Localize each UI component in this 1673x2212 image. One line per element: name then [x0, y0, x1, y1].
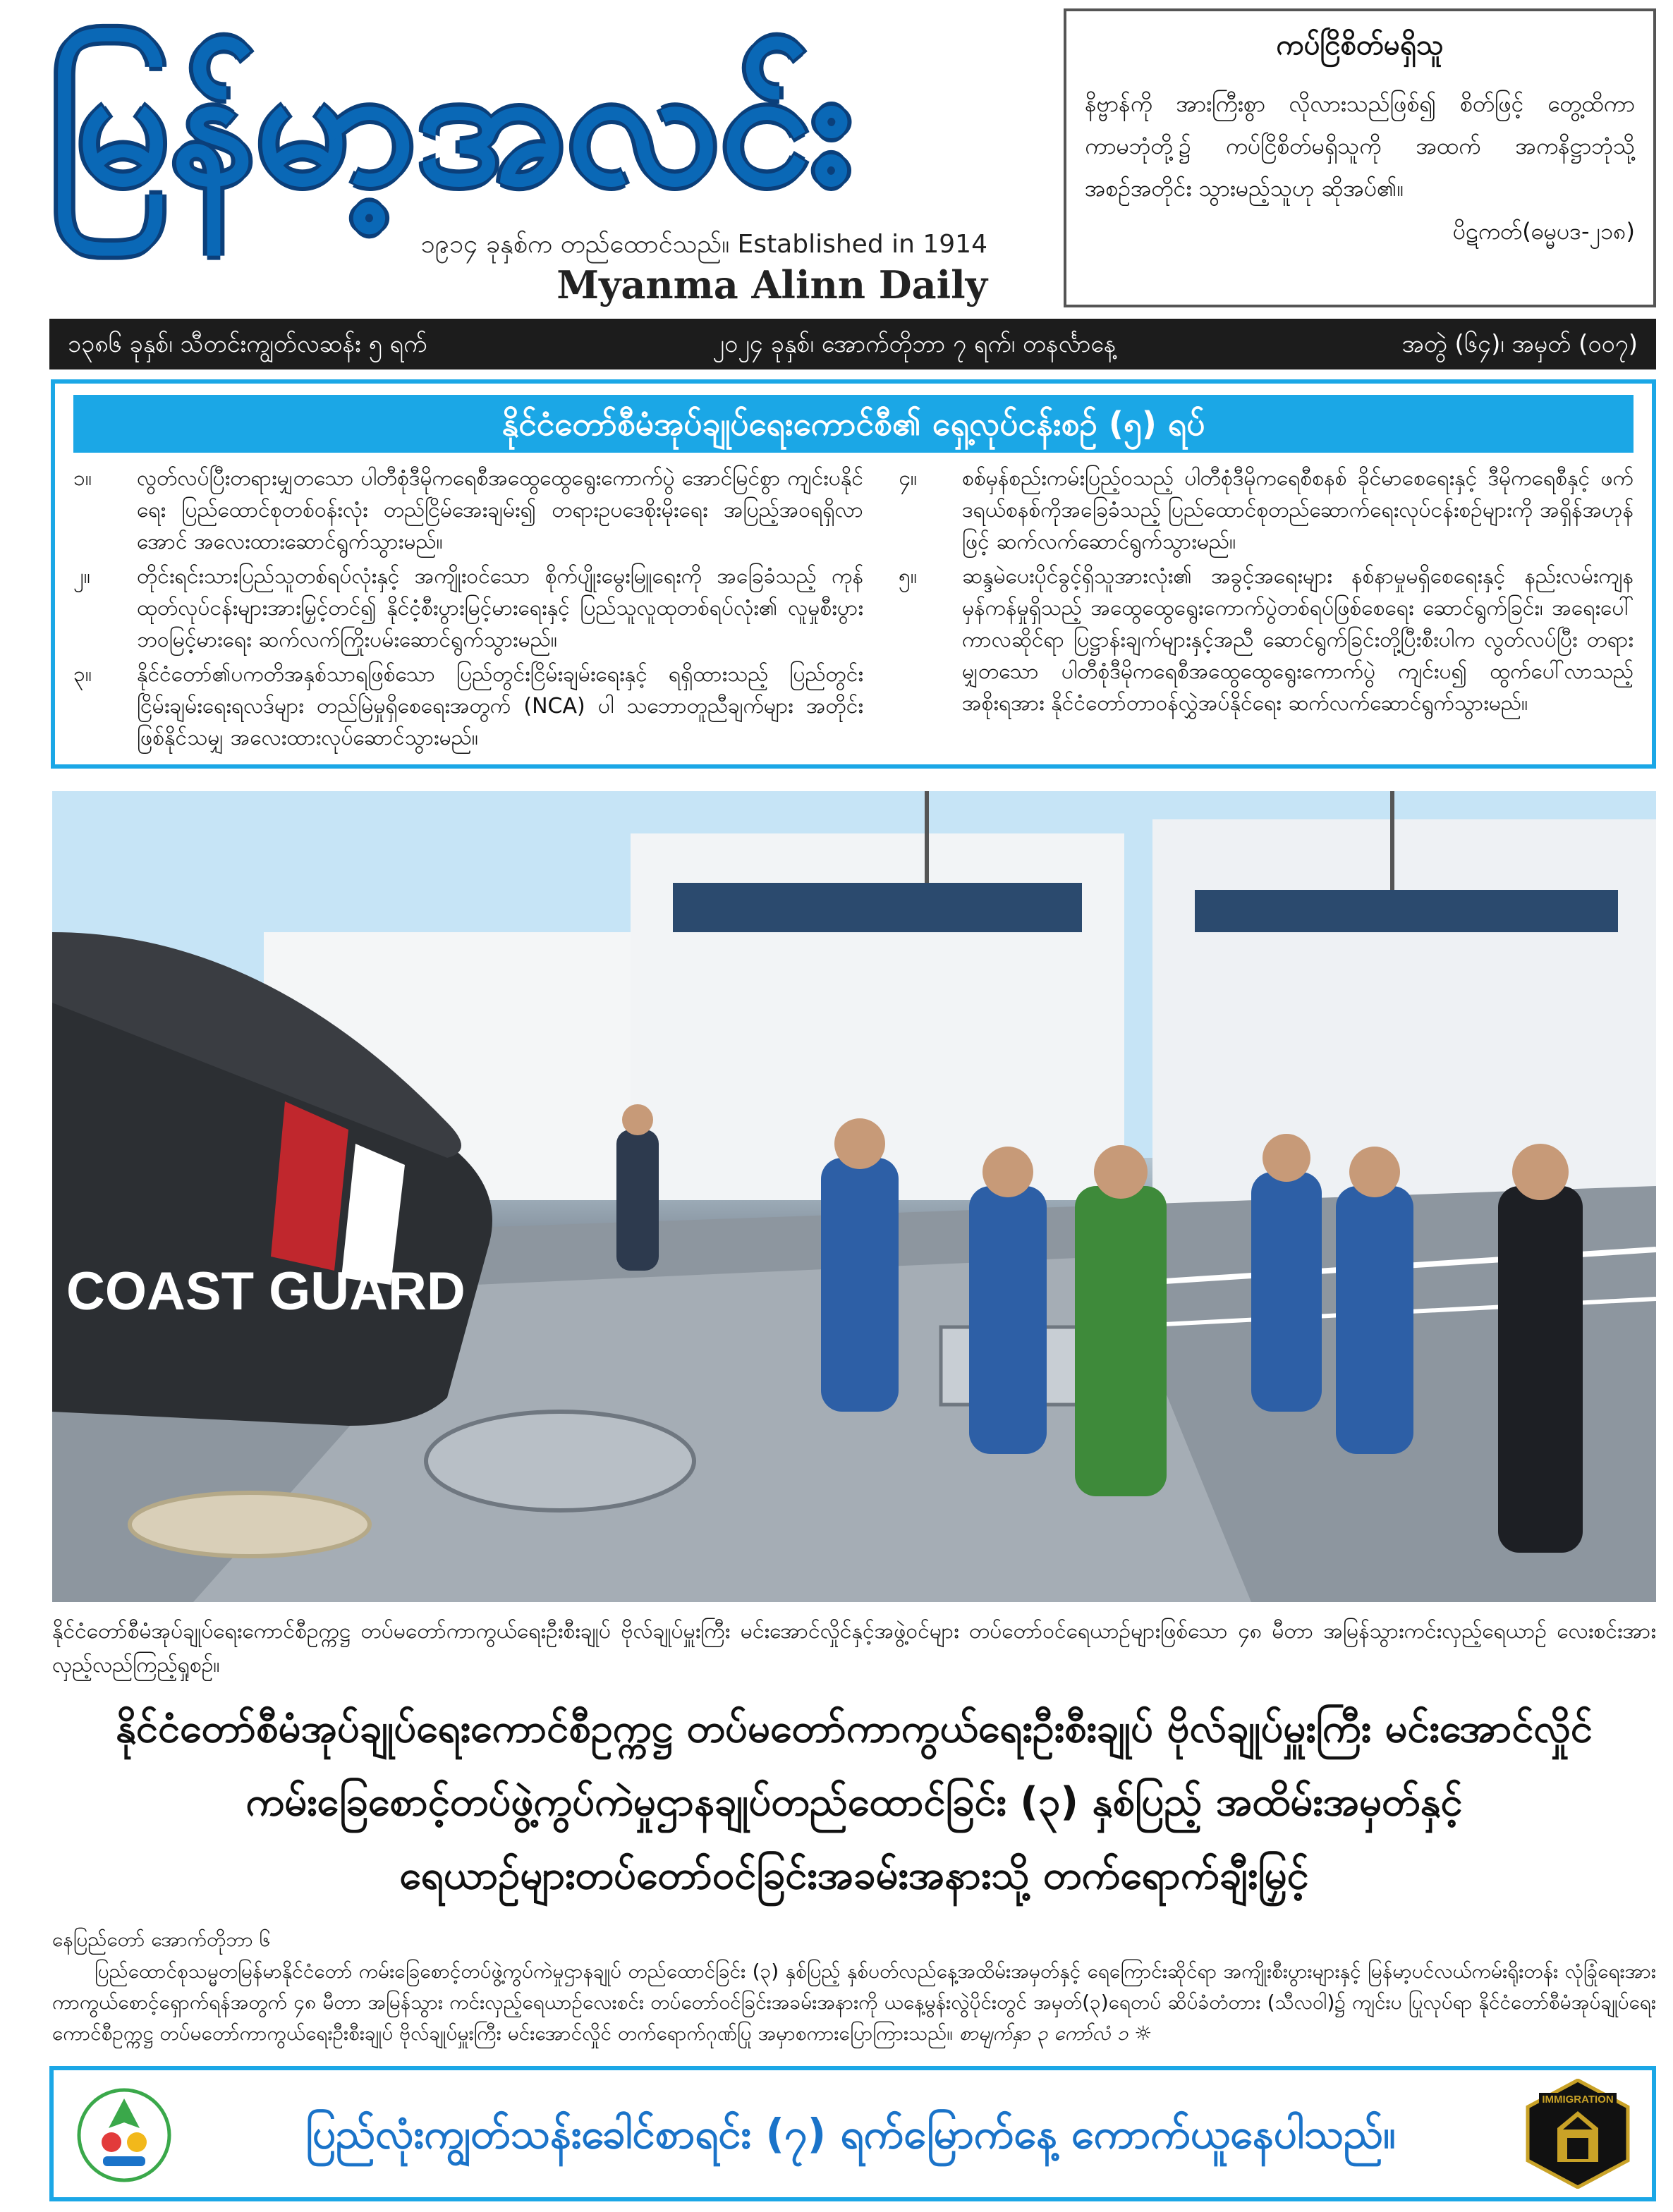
bridge-windows-right: [1195, 890, 1618, 932]
immigration-emblem-icon: [1525, 2079, 1631, 2189]
boat-label: COAST GUARD: [66, 1261, 466, 1321]
established-line: ၁၉၁၄ ခုနှစ်က တည်ထောင်သည်။ Established in 1914: [420, 230, 987, 259]
objective-item: [73, 463, 863, 558]
quote-text: နိဗ္ဗာန်ကို အားကြီးစွာ လိုလားသည်ဖြစ်၍ စိတ်ဖြင့် တွေ့ထိကာ ကာမဘုံတို့၌ ကပ်ငြိစိတ်မရှိသူကို အထက် အကနိဋ္ဌာဘုံသို့ အစဉ်အတိုင်း သွားမည့်သူဟု ဆိုအပ်၏။: [1085, 90, 1635, 202]
objectives-column-right: [899, 463, 1634, 722]
body-dateline: နေပြည်တော် အောက်တိုဘာ ၆: [52, 1928, 271, 1951]
objective-text: နိုင်ငံတော်၏ပကတိအနှစ်သာရဖြစ်သော ပြည်တွင်းငြိမ်းချမ်းရေးနှင့် ရရှိထားသည့် ပြည်တွင်း ငြိမ်းချမ်းရေးရလဒ်များ တည်မြဲမှုရှိစေရေးအတွက် (NCA) ပါ သဘောတူညီချက်များ အတိုင်း ဖြစ်နိုင်သမျှ အလေးထားလုပ်ဆောင်သွားမည်။: [137, 662, 863, 750]
objectives-box: [51, 379, 1656, 769]
census-logo-icon: [75, 2086, 174, 2184]
objective-item: [899, 463, 1634, 558]
rope-coil: [130, 1493, 370, 1556]
quote-title: ကပ်ငြိစိတ်မရှိသူ: [1276, 29, 1444, 61]
body-paragraph: ပြည်ထောင်စုသမ္မတမြန်မာနိုင်ငံတော် ကမ်းခြေစောင့်တပ်ဖွဲ့ကွပ်ကဲမှုဌာနချုပ် တည်ထောင်ခြင်း (၃) နှစ်ပြည့် နှစ်ပတ်လည်နေ့အထိမ်းအမှတ်နှင့် ရေကြောင်းဆိုင်ရာ အကျိုးစီးပွားများနှင့် မြန်မာ့ပင်လယ်ကမ်းရိုးတန်း လုံခြုံရေးအား ကာကွယ်စောင့်ရှောက်ရန်အတွက် ၄၈ မီတာ အမြန်သွား ကင်းလှည့်ရေယာဉ်လေးစင်း တပ်တော်ဝင်ခြင်းအခမ်းအနားကို ယနေ့မွန်းလွဲပိုင်းတွင် အမှတ်(၃)ရေတပ် ဆိပ်ခံတံတား (သီလဝါ)၌ ကျင်းပ ပြုလုပ်ရာ နိုင်ငံတော်စီမံအုပ်ချုပ်ရေးကောင်စီဥက္ကဋ္ဌ တပ်မတော်ကာကွယ်ရေးဦးစီးချုပ် ဗိုလ်ချုပ်မှူးကြီး မင်းအောင်လှိုင် တက်ရောက်ဂုဏ်ပြု အမှာစကားပြောကြားသည်။: [52, 1960, 1656, 2045]
objective-text: ဆန္ဒမဲပေးပိုင်ခွင့်ရှိသူအားလုံး၏ အခွင့်အရေးများ နစ်နာမှုမရှိစေရေးနှင့် နည်းလမ်းကျနမှန်ကန်မှုရှိသည့် အထွေထွေရွေးကောက်ပွဲတစ်ရပ်ဖြစ်စေရေး ဆောင်ရွက်ခြင်း၊ အရေးပေါ်ကာလဆိုင်ရာ ပြဋ္ဌာန်းချက်များနှင့်အညီ ဆောင်ရွက်ခြင်းတို့ပြီးစီးပါက လွတ်လပ်ပြီး တရားမျှတသော ပါတီစုံဒီမိုကရေစီအထွေထွေရွေးကောက်ပွဲ ကျင်းပ၍ ထွက်ပေါ်လာသည့် အစိုးရအား နိုင်ငံတော်တာဝန်လွှဲအပ်နိုင်ရေး ဆက်လက်ဆောင်ရွက်သွားမည်။: [962, 564, 1634, 716]
objectives-header: နိုင်ငံတော်စီမံအုပ်ချုပ်ရေးကောင်စီ၏ ရှေ့လုပ်ငန်းစဉ် (၅) ရပ်: [73, 395, 1634, 453]
paper-name-english: Myanma Alinn Daily: [556, 262, 987, 307]
headline-line-2: ကမ်းခြေစောင့်တပ်ဖွဲ့ကွပ်ကဲမှုဌာနချုပ်တည်ထောင်ခြင်း (၃) နှစ်ပြည့် အထိမ်းအမှတ်နှင့်: [245, 1779, 1463, 1825]
objective-number: ၁။: [73, 466, 92, 491]
main-photo: [52, 791, 1656, 1602]
census-banner: [49, 2066, 1656, 2201]
myanmar-date: ၁၃၈၆ ခုနှစ်၊ သီတင်းကျွတ်လဆန်း ၅ ရက်: [68, 330, 427, 358]
objective-text: စစ်မှန်စည်းကမ်းပြည့်ဝသည့် ပါတီစုံဒီမိုကရေစီစနစ် ခိုင်မာစေရေးနှင့် ဒီမိုကရေစီနှင့် ဖက်ဒရယ်စနစ်ကိုအခြေခံသည့် ပြည်ထောင်စုတည်ဆောက်ရေးလုပ်ငန်းစဉ်များကို အရှိန်အဟုန်ဖြင့် ဆက်လက်ဆောင်ရွက်သွားမည်။: [962, 466, 1634, 554]
objective-text: လွတ်လပ်ပြီးတရားမျှတသော ပါတီစုံဒီမိုကရေစီအထွေထွေရွေးကောက်ပွဲ အောင်မြင်စွာ ကျင်းပနိုင်ရေး ပြည်ထောင်စုတစ်ဝန်းလုံး တည်ငြိမ်အေးချမ်း၍ တရားဥပဒေစိုးမိုးရေး အပြည့်အဝရရှိလာအောင် အလေးထားဆောင်ရွက်သွားမည်။: [137, 466, 863, 554]
headline-line-1: နိုင်ငံတော်စီမံအုပ်ချုပ်ရေးကောင်စီဥက္ကဋ္ဌ တပ်မတော်ကာကွယ်ရေးဦးစီးချုပ် ဗိုလ်ချုပ်မှူးကြီး မင်းအောင်လှိုင်: [115, 1706, 1593, 1752]
gregorian-date: ၂၀၂၄ ခုနှစ်၊ အောက်တိုဘာ ၇ ရက်၊ တနင်္လာနေ့: [712, 330, 1117, 358]
objective-item: [73, 659, 863, 754]
headline: [52, 1692, 1656, 1918]
photo-caption: နိုင်ငံတော်စီမံအုပ်ချုပ်ရေးကောင်စီဥက္ကဋ္ဌ တပ်မတော်ကာကွယ်ရေးဦးစီးချုပ် ဗိုလ်ချုပ်မှူးကြီး မင်းအောင်လှိုင်နှင့်အဖွဲ့ဝင်များ တပ်တော်ဝင်ရေယာဉ်များဖြစ်သော ၄၈ မီတာ အမြန်သွားကင်းလှည့်ရေယာဉ် လေးစင်းအား လှည့်လည်ကြည့်ရှုစဉ်။: [52, 1619, 1656, 1678]
photo-scene: [52, 791, 1656, 1602]
body-text: [52, 1956, 1656, 2049]
objective-item: [73, 561, 863, 656]
objective-number: ၃။: [73, 662, 92, 687]
banner-text: ပြည်လုံးကျွတ်သန်းခေါင်စာရင်း (၇) ရက်မြောက်နေ့ ကောက်ယူနေပါသည်။: [305, 2110, 1396, 2158]
objective-item: [899, 561, 1634, 719]
objective-text: တိုင်းရင်းသားပြည်သူတစ်ရပ်လုံးနှင့် အကျိုးဝင်သော စိုက်ပျိုးမွေးမြူရေးကို အခြေခံသည့် ကုန်ထုတ်လုပ်ငန်းများအားမြှင့်တင်၍ နိုင်ငံ့စီးပွားမြင့်မားရေးနှင့် ပြည်သူလူထုတစ်ရပ်လုံး၏ လူမှုစီးပွားဘဝမြင့်မားရေး ဆက်လက်ကြိုးပမ်းဆောင်ရွက်သွားမည်။: [137, 564, 863, 652]
quote-source: ပိဋကတ်(ဓမ္မပဒ-၂၁၈): [1452, 218, 1635, 245]
objectives-column-left: [73, 463, 863, 757]
masthead-title: မြန်မာ့အလင်း: [49, 32, 853, 221]
objective-number: ၄။: [899, 466, 917, 491]
issue-number: အတွဲ (၆၄)၊ အမှတ် (၀၀၇): [1401, 330, 1638, 358]
bridge-windows: [673, 883, 1082, 932]
objective-number: ၂။: [73, 564, 90, 589]
quote-box: [1064, 8, 1656, 307]
emblem-label: IMMIGRATION: [1542, 2094, 1614, 2106]
objective-number: ၅။: [899, 564, 917, 589]
headline-line-3: ရေယာဉ်များတပ်တော်ဝင်ခြင်းအခမ်းအနားသို့ တက်ရောက်ချီးမြှင့်: [399, 1852, 1309, 1898]
ship-superstructure-right: [1152, 819, 1656, 1242]
continued-note: စာမျက်နှာ ၃ ကော်လံ ၁ ☼: [959, 2022, 1152, 2045]
dateline-bar: [49, 319, 1656, 369]
deck-hatch: [426, 1412, 694, 1510]
